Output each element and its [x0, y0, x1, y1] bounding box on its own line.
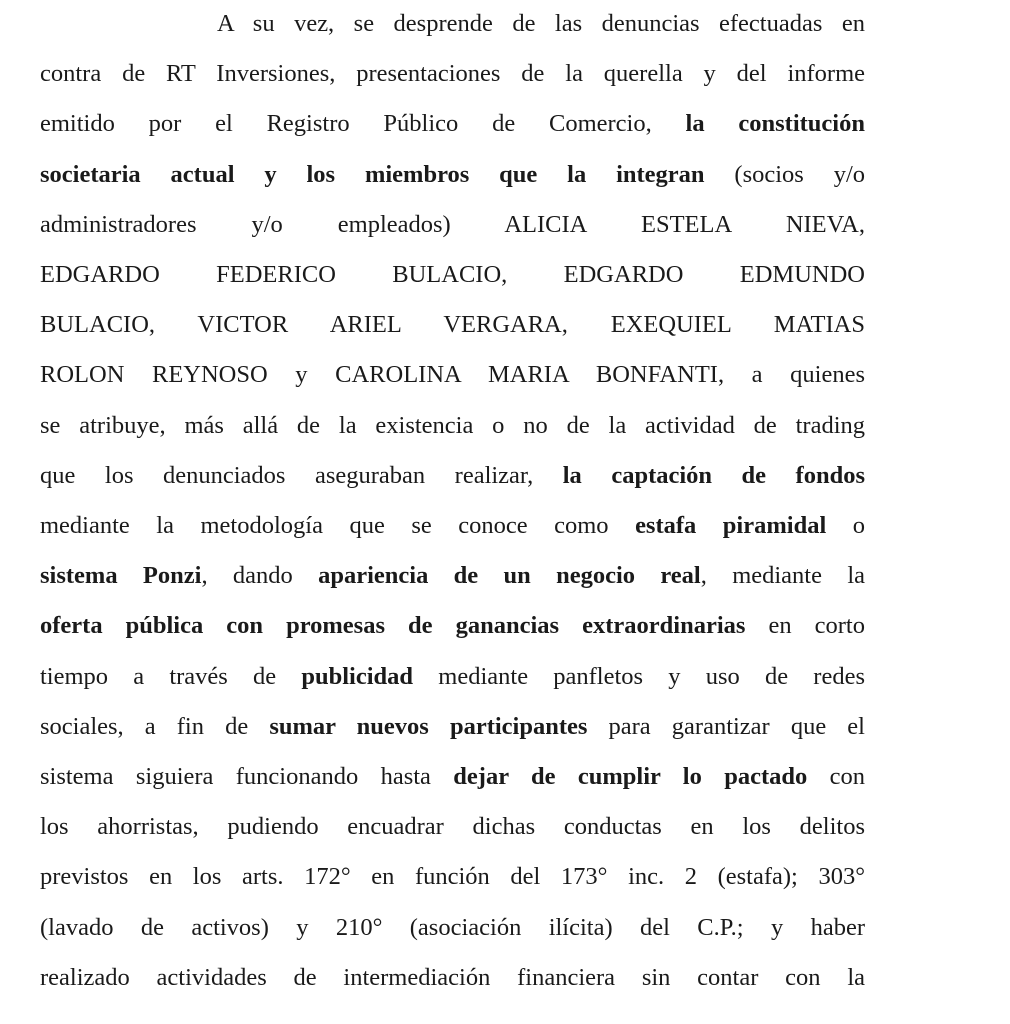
text-run: (lavado de activos) y 210° (asociación ilícita) del C.P.; y haber — [40, 913, 865, 941]
text-run: se atribuye, más allá de la existencia o no de la actividad de trading — [40, 411, 865, 439]
paragraph-line — [40, 509, 865, 543]
bold-text: societaria actual y los miembros que la integran — [40, 160, 705, 188]
bold-text: oferta pública con promesas de ganancias extraordinarias — [40, 612, 746, 640]
paragraph-line — [40, 660, 865, 694]
bold-text: la captación de fondos — [562, 461, 865, 489]
paragraph-line — [40, 358, 865, 392]
bold-text: sistema Ponzi — [40, 562, 202, 590]
bold-text: estafa piramidal — [635, 512, 827, 539]
paragraph-line — [40, 459, 865, 493]
text-run: sociales, a fin de — [40, 712, 270, 740]
text-run: ROLON REYNOSO y CAROLINA MARIA BONFANTI, a quienes — [40, 361, 865, 389]
text-run: administradores y/o empleados) ALICIA ESTELA NIEVA, — [40, 210, 865, 238]
paragraph-line — [40, 961, 865, 995]
text-run: emitido por el Registro Público de Comercio, — [40, 110, 686, 138]
bold-text: apariencia de un negocio real — [318, 562, 701, 590]
paragraph-line — [40, 760, 865, 794]
text-run: (socios y/o — [704, 160, 865, 188]
paragraph-line — [40, 208, 865, 242]
text-run: A su vez, se desprende de las denuncias efectuadas en — [217, 10, 865, 37]
bold-text: publicidad — [301, 662, 414, 690]
paragraph-line — [40, 810, 865, 844]
text-run: los ahorristas, pudiendo encuadrar dichas conductas en los delitos — [40, 813, 865, 841]
paragraph-line — [40, 57, 865, 91]
bold-text: sumar nuevos participantes — [269, 712, 588, 740]
text-run: sistema siguiera funcionando hasta — [40, 763, 454, 790]
paragraph-line — [40, 559, 865, 593]
text-run: que los denunciados aseguraban realizar, — [40, 461, 563, 489]
paragraph-first-line — [217, 7, 865, 41]
text-run: en corto — [745, 612, 865, 640]
text-run: previstos en los arts. 172° en función del 173° inc. 2 (estafa); 303° — [40, 863, 865, 891]
paragraph-line — [40, 860, 865, 894]
paragraph-line — [40, 258, 865, 292]
text-run: realizado actividades de intermediación financiera sin contar con la — [40, 963, 865, 991]
text-run: EDGARDO FEDERICO BULACIO, EDGARDO EDMUNDO — [40, 261, 865, 288]
text-run: , dando — [201, 562, 319, 590]
text-run: mediante panfletos y uso de redes — [413, 662, 865, 690]
paragraph-line — [40, 609, 865, 643]
paragraph-line — [40, 911, 865, 945]
paragraph-line — [40, 409, 865, 443]
text-run: mediante la metodología que se conoce como — [40, 512, 636, 539]
text-run: contra de RT Inversiones, presentaciones de la querella y del informe — [40, 60, 865, 88]
paragraph-line — [40, 710, 865, 744]
paragraph-line — [40, 158, 865, 192]
paragraph-line — [40, 308, 865, 342]
text-run: con — [807, 763, 866, 790]
bold-text: la constitución — [685, 110, 865, 138]
text-run: tiempo a través de — [40, 662, 302, 690]
bold-text: dejar de cumplir lo pactado — [453, 763, 808, 790]
text-run: BULACIO, VICTOR ARIEL VERGARA, EXEQUIEL MATIAS — [40, 311, 865, 339]
text-run: o — [826, 512, 866, 539]
paragraph-line — [40, 107, 865, 141]
text-run: para garantizar que el — [587, 712, 865, 740]
text-run: , mediante la — [700, 562, 866, 590]
